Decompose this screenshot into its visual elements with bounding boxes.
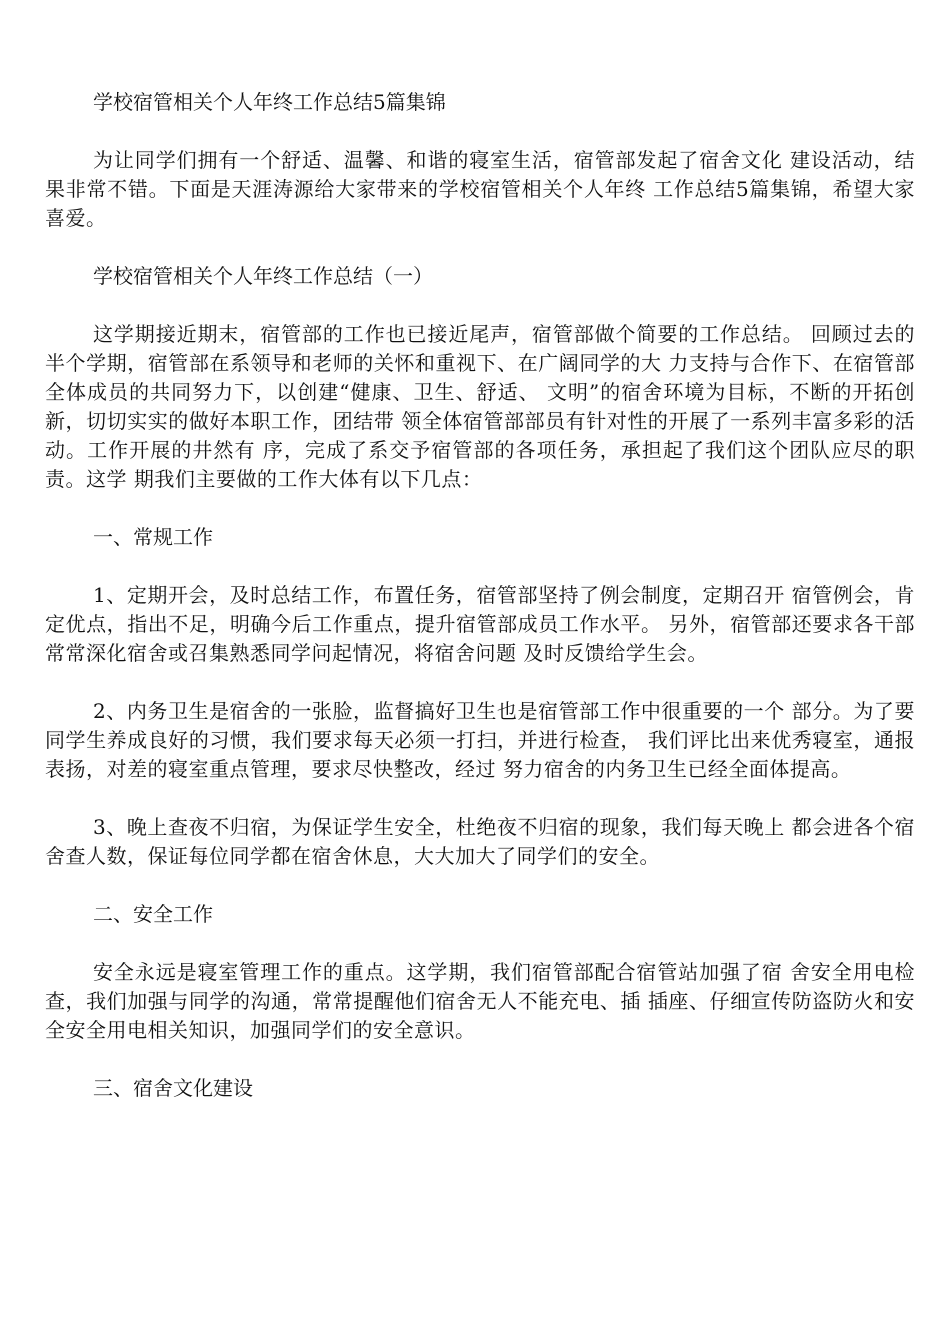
routine-paragraph-2: 2、内务卫生是宿舍的一张脸，监督搞好卫生也是宿管部工作中很重要的一个 部分。为了要同学生养成良好的习惯，我们要求每天必须一打扫，并进行检查， 我们评比出来优秀寝室，通报表扬，对差的寝室重点管理，要求尽快整改，经过 努力宿舍的内务卫生已经全面体提高。 <box>45 699 915 781</box>
safety-paragraph: 安全永远是寝室管理工作的重点。这学期，我们宿管部配合宿管站加强了宿 舍安全用电检查，我们加强与同学的沟通，常常提醒他们宿舍无人不能充电、插 插座、仔细宣传防盗防火和安全安全用电相关知识，加强同学们的安全意识。 <box>45 960 915 1042</box>
summary-paragraph: 这学期接近期末，宿管部的工作也已接近尾声，宿管部做个简要的工作总结。 回顾过去的半个学期，宿管部在系领导和老师的关怀和重视下、在广阔同学的大 力支持与合作下、在宿管部全体成员的共同努力下，以创建“健康、卫生、舒适、 文明”的宿舍环境为目标，不断的开拓创新，切切实实的做好本职工作，团结带 领全体宿管部部员有针对性的开展了一系列丰富多彩的活动。工作开展的井然有 序，完成了系交予宿管部的各项任务，承担起了我们这个团队应尽的职责。这学 期我们主要做的工作大体有以下几点： <box>45 322 915 491</box>
section-title: 学校宿管相关个人年终工作总结（一） <box>93 264 433 288</box>
heading-dorm-culture: 三、宿舍文化建设 <box>93 1076 253 1100</box>
intro-paragraph: 为让同学们拥有一个舒适、温馨、和谐的寝室生活，宿管部发起了宿舍文化 建设活动，结果非常不错。下面是天涯涛源给大家带来的学校宿管相关个人年终 工作总结5篇集锦，希望大家喜爱。 <box>45 148 915 230</box>
document-title: 学校宿管相关个人年终工作总结5篇集锦 <box>93 90 446 114</box>
document-page <box>45 88 915 1132</box>
heading-routine-work: 一、常规工作 <box>93 525 213 549</box>
heading-safety-work: 二、安全工作 <box>93 902 213 926</box>
routine-paragraph-3: 3、晚上查夜不归宿，为保证学生安全，杜绝夜不归宿的现象，我们每天晚上 都会进各个宿舍查人数，保证每位同学都在宿舍休息，大大加大了同学们的安全。 <box>45 815 915 868</box>
routine-paragraph-1: 1、定期开会，及时总结工作，布置任务，宿管部坚持了例会制度，定期召开 宿管例会，肯定优点，指出不足，明确今后工作重点，提升宿管部成员工作水平。 另外，宿管部还要求各干部常常深化宿舍或召集熟悉同学问起情况，将宿舍问题 及时反馈给学生会。 <box>45 583 915 665</box>
